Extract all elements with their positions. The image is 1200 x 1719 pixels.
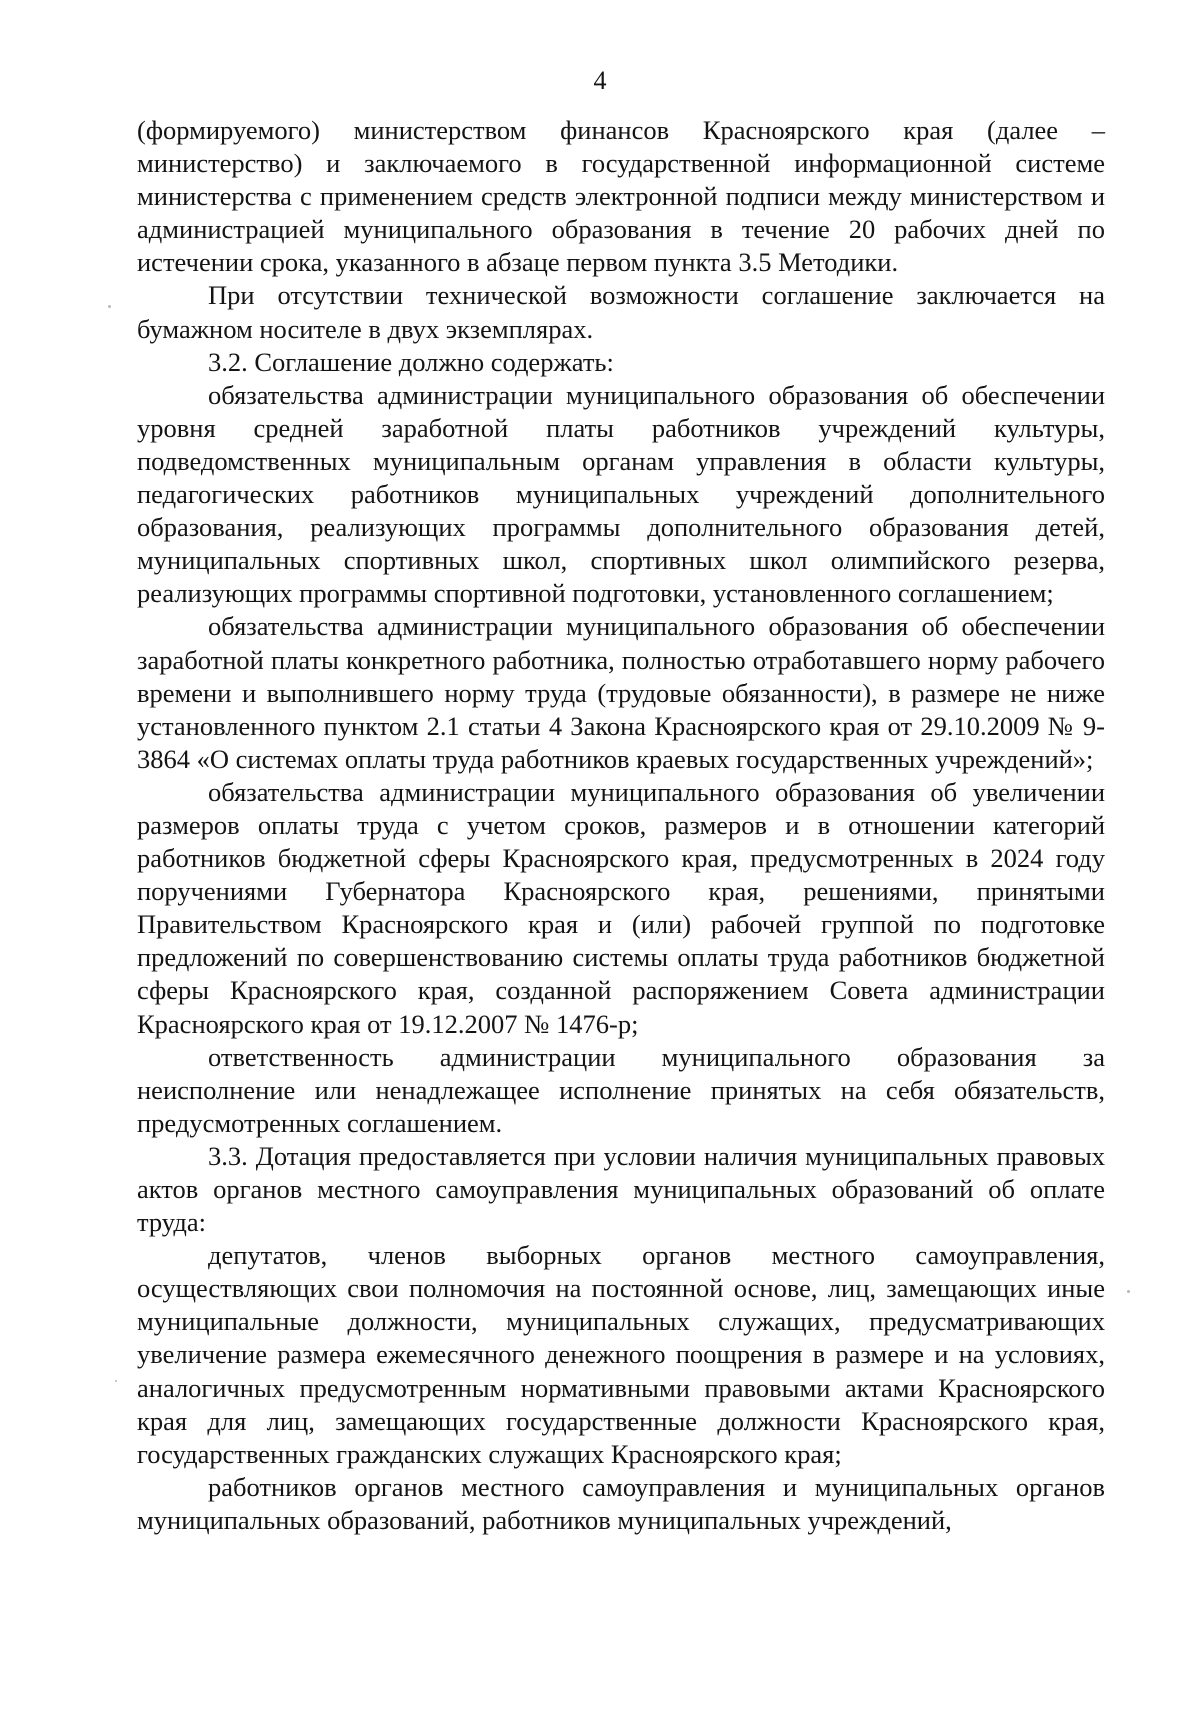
paragraph-3-2-heading: 3.2. Соглашение должно содержать: — [208, 346, 614, 377]
document-body — [137, 114, 1105, 1537]
paragraph-municipal-workers: работников органов местного самоуправления и муниципальных органов муниципальных образований, работников муниципальных учреждений, — [137, 1471, 1105, 1535]
paragraph-responsibility: ответственность администрации муниципального образования за неисполнение или ненадлежащее исполнение принятых на себя обязательств, предусмотренных соглашением. — [137, 1041, 1105, 1138]
page-number: 4 — [593, 66, 607, 95]
scan-speck — [115, 1380, 117, 1382]
paragraph-deputies: депутатов, членов выборных органов местного самоуправления, осуществляющих свои полномочия на постоянной основе, лиц, замещающих иные муниципальные должности, муниципальных служащих, предусматривающих увеличение размера ежемесячного денежного поощрения в размере и на условиях, аналогичных предусмотренным нормативными правовыми актами Красноярского края для лиц, замещающих государственные должности Красноярского края, государственных гражданских служащих Красноярского края; — [137, 1240, 1105, 1469]
paragraph-continuation: (формируемого) министерством финансов Красноярского края (далее – министерство) и заключаемого в государственной информационной системе министерства с применением средств электронной подписи между министерством и администрацией муниципального образования в течение 20 рабочих дней по истечении срока, указанного в абзаце первом пункта 3.5 Методики. — [137, 115, 1105, 278]
paragraph-salary-level-obligation: обязательства администрации муниципального образования об обеспечении уровня средней заработной платы работников учреждений культуры, подведомственных муниципальным органам управления в области культуры, педагогических работников муниципальных учреждений дополнительного образования, реализующих программы дополнительного образования детей, муниципальных спортивных школ, спортивных школ олимпийского резерва, реализующих программы спортивной подготовки, установленного соглашением; — [137, 379, 1105, 609]
paragraph-minimum-salary-obligation: обязательства администрации муниципального образования об обеспечении заработной платы конкретного работника, полностью отработавшего норму рабочего времени и выполнившего норму труда (трудовые обязанности), в размере не ниже установленного пунктом 2.1 статьи 4 Закона Красноярского края от 29.10.2009 № 9-3864 «О системах оплаты труда работников краевых государственных учреждений»; — [137, 611, 1105, 774]
paragraph-3-3-condition: 3.3. Дотация предоставляется при условии наличия муниципальных правовых актов органов местного самоуправления муниципальных образований об оплате труда: — [137, 1140, 1105, 1238]
paragraph-paper-carrier: При отсутствии технической возможности соглашение заключается на бумажном носителе в двух экземплярах. — [137, 280, 1105, 344]
scan-speck — [108, 305, 111, 308]
scan-speck — [1127, 1290, 1130, 1293]
paragraph-salary-increase-obligation: обязательства администрации муниципального образования об увеличении размеров оплаты труда с учетом сроков, размеров и в отношении категорий работников бюджетной сферы Красноярского края, предусмотренных в 2024 году поручениями Губернатора Красноярского края, решениями, принятыми Правительством Красноярского края и (или) рабочей группой по подготовке предложений по совершенствованию системы оплаты труда работников бюджетной сферы Красноярского края, созданной распоряжением Совета администрации Красноярского края от 19.12.2007 № 1476-р; — [137, 776, 1105, 1039]
